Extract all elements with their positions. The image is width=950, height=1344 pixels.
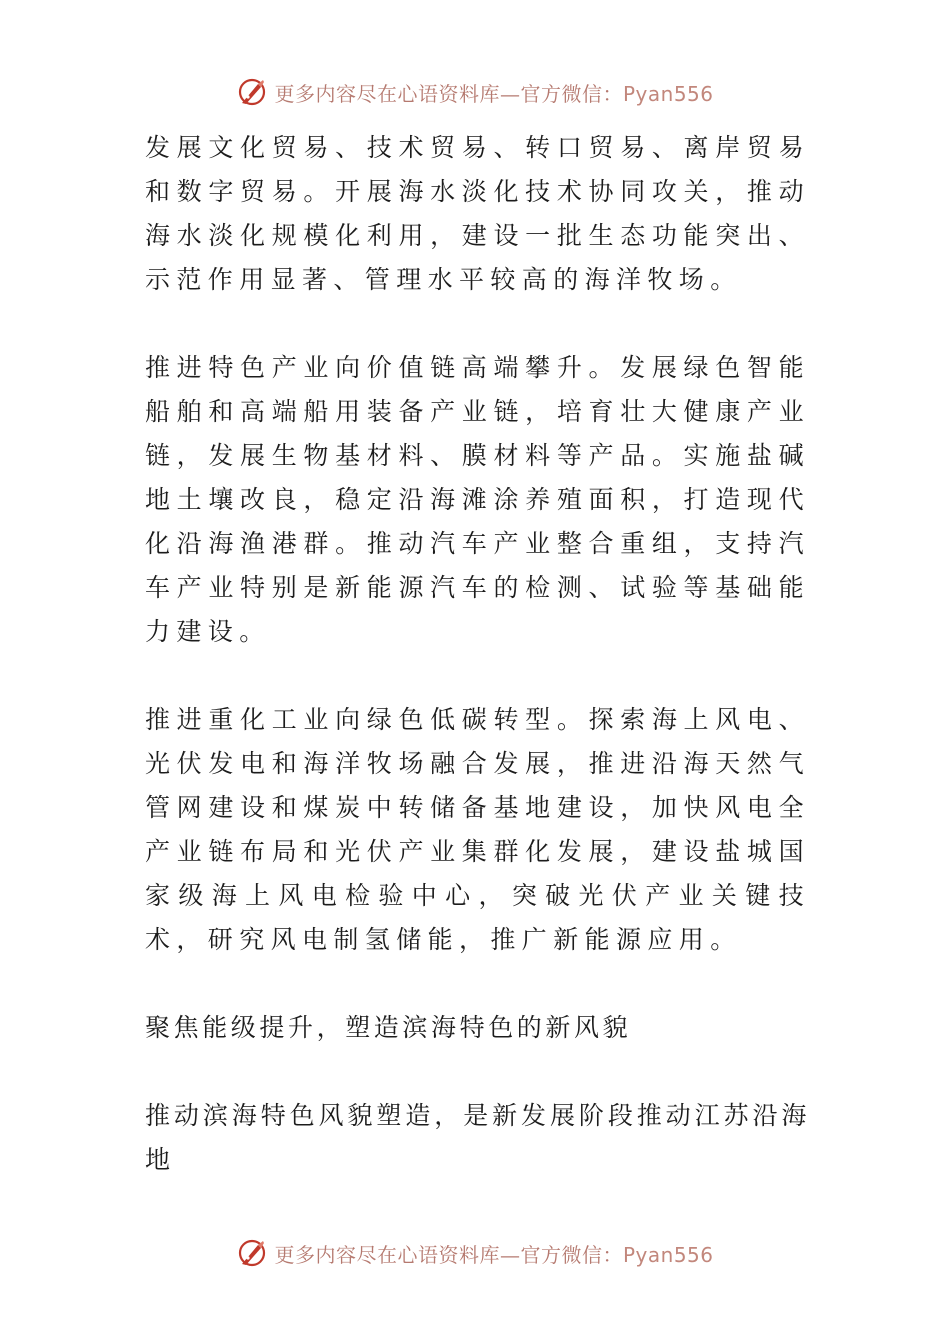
paragraph-3: 推进重化工业向绿色低碳转型。探索海上风电、光伏发电和海洋牧场融合发展，推进沿海天然气管网建设和煤炭中转储备基地建设，加快风电全产业链布局和光伏产业集群化发展，建设盐城国家级海上风电检验中心，突破光伏产业关键技术，研究风电制氢储能，推广新能源应用。: [145, 705, 810, 954]
pen-nib-logo-icon: [236, 76, 268, 108]
header-banner-text: 更多内容尽在心语资料库—官方微信：Pyan556: [274, 81, 714, 106]
document-body: [145, 126, 810, 1182]
paragraph-1: 发展文化贸易、技术贸易、转口贸易、离岸贸易和数字贸易。开展海水淡化技术协同攻关，推动海水淡化规模化利用，建设一批生态功能突出、示范作用显著、管理水平较高的海洋牧场。: [145, 133, 810, 294]
footer-banner: [0, 1233, 950, 1273]
paragraph-4: 推动滨海特色风貌塑造，是新发展阶段推动江苏沿海地: [145, 1101, 810, 1174]
section-heading: 聚焦能级提升，塑造滨海特色的新风貌: [145, 1013, 632, 1042]
pen-nib-logo-icon: [236, 1237, 268, 1269]
header-banner: [0, 72, 950, 112]
footer-wechat-id: Pyan556: [622, 1242, 714, 1267]
paragraph-2: 推进特色产业向价值链高端攀升。发展绿色智能船舶和高端船用装备产业链，培育壮大健康产业链，发展生物基材料、膜材料等产品。实施盐碱地土壤改良，稳定沿海滩涂养殖面积，打造现代化沿海渔港群。推动汽车产业整合重组，支持汽车产业特别是新能源汽车的检测、试验等基础能力建设。: [145, 353, 810, 646]
footer-banner-text: 更多内容尽在心语资料库—官方微信：Pyan556: [274, 1242, 714, 1267]
header-wechat-id: Pyan556: [622, 81, 714, 106]
